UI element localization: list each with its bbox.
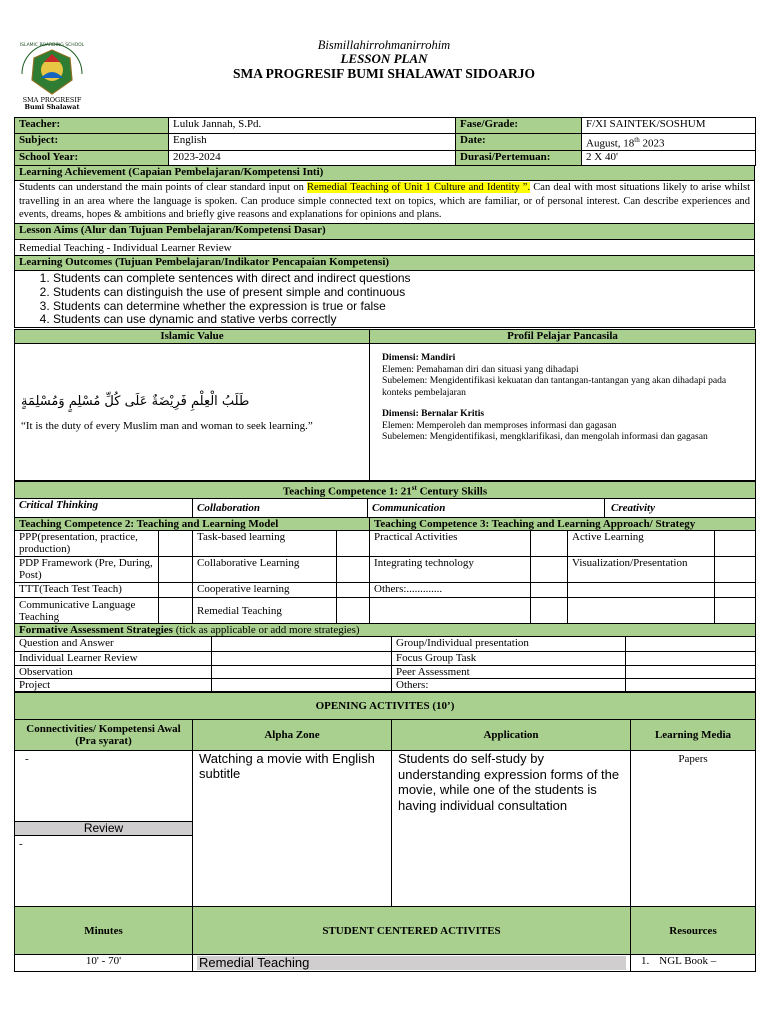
assessment-tick[interactable] xyxy=(212,652,392,666)
assessment-option: Group/Individual presentation xyxy=(392,637,626,652)
model-checkbox[interactable] xyxy=(159,598,193,624)
islamic-value-cell xyxy=(15,344,370,481)
activity-cell xyxy=(193,955,631,972)
model-checkbox[interactable] xyxy=(159,531,193,557)
subject-value: English xyxy=(169,134,456,151)
achievement-text: Students can understand the main points of clear standard input on Remedial Teaching of Unit 1 Culture and Identity ”. Can deal with most situations likely to arise whilst travelling in an area where the language is spoken. Can produce simple connected text on topics, which are familiar, or of personal interest. Can describe experiences and events, dreams, hopes & ambitions and briefly give reasons and explanations for opinions and plans. xyxy=(15,181,755,224)
outcome-item: 1. Students can complete sentences with direct and indirect questions xyxy=(53,272,750,286)
outcome-item: 4. Students can use dynamic and stative verbs correctly xyxy=(53,313,750,327)
assessment-tick[interactable] xyxy=(212,637,392,652)
approach-checkbox[interactable] xyxy=(715,583,756,598)
formative-section xyxy=(14,623,755,692)
model-checkbox[interactable] xyxy=(337,557,370,583)
col-student-activities: STUDENT CENTERED ACTIVITES xyxy=(193,907,631,955)
minutes-value: 10' - 70' xyxy=(15,955,193,972)
col-resources: Resources xyxy=(631,907,756,955)
logo-line1: SMA PROGRESIF xyxy=(22,96,82,104)
assessment-tick[interactable] xyxy=(626,637,756,652)
alpha-zone-text: Watching a movie with English subtitle xyxy=(193,751,392,908)
model-option: Cooperative learning xyxy=(193,583,337,598)
aims-text: Remedial Teaching - Individual Learner Review xyxy=(15,240,755,256)
assessment-option: Individual Learner Review xyxy=(15,652,212,666)
info-table xyxy=(14,117,755,166)
model-option: Remedial Teaching xyxy=(193,598,337,624)
review-label: Review xyxy=(15,821,192,836)
assessment-option: Focus Group Task xyxy=(392,652,626,666)
skill-creativity: Creativity xyxy=(605,498,756,521)
logo-line2: Bumi Shalawat xyxy=(24,103,80,110)
skill-communication: Communication xyxy=(368,498,605,521)
values-section xyxy=(14,329,755,481)
assessment-tick[interactable] xyxy=(626,666,756,679)
assessment-option: Others: xyxy=(392,679,626,692)
assessment-tick[interactable] xyxy=(626,652,756,666)
assessment-tick[interactable] xyxy=(212,679,392,692)
approach-option: Active Learning xyxy=(568,531,715,557)
profil-heading: Profil Pelajar Pancasila xyxy=(370,330,756,344)
competence-2-heading: Teaching Competence 2: Teaching and Learning Model xyxy=(15,518,370,531)
approach-option: Integrating technology xyxy=(370,557,531,583)
profil-cell xyxy=(370,344,756,481)
col-learning-media: Learning Media xyxy=(631,720,756,751)
col-minutes: Minutes xyxy=(15,907,193,955)
approach-checkbox[interactable] xyxy=(531,531,568,557)
assessment-tick[interactable] xyxy=(212,666,392,679)
model-checkbox[interactable] xyxy=(337,598,370,624)
model-option: PPP(presentation, practice, production) xyxy=(15,531,159,557)
outcome-item: 3. Students can determine whether the expression is true or false xyxy=(53,300,750,314)
approach-checkbox[interactable] xyxy=(715,557,756,583)
teacher-value: Luluk Jannah, S.Pd. xyxy=(169,118,456,134)
subject-label: Subject: xyxy=(15,134,169,151)
document-header xyxy=(0,38,768,82)
model-option: PDP Framework (Pre, During, Post) xyxy=(15,557,159,583)
outcomes-list xyxy=(15,271,755,328)
model-checkbox[interactable] xyxy=(159,557,193,583)
competence-1-heading: Teaching Competence 1: 21st Century Skills xyxy=(15,482,756,499)
learning-media-text: Papers xyxy=(631,751,756,908)
islamic-value-heading: Islamic Value xyxy=(15,330,370,344)
dimension-1-elemen: Elemen: Pemahaman diri dan situasi yang dihadapi xyxy=(382,363,579,375)
date-value: August, 18th 2023 xyxy=(582,134,756,151)
outcomes-heading: Learning Outcomes (Tujuan Pembelajaran/Indikator Pencapaian Kompetensi) xyxy=(15,256,755,271)
dimension-1-subelemen: Subelemen: Mengidentifikasi kekuatan dan tantangan-tantangan yang akan dihadapi pada konteks pembelajaran xyxy=(382,375,727,398)
duration-value: 2 X 40' xyxy=(582,150,756,165)
duration-label: Durasi/Pertemuan: xyxy=(456,150,582,165)
competence-3-heading: Teaching Competence 3: Teaching and Learning Approach/ Strategy xyxy=(370,518,756,531)
model-option: TTT(Teach Test Teach) xyxy=(15,583,159,598)
model-checkbox[interactable] xyxy=(337,531,370,557)
date-label: Date: xyxy=(456,134,582,151)
approach-checkbox[interactable] xyxy=(715,598,756,624)
logo-arc-text: ISLAMIC BOARDING SCHOOL xyxy=(19,43,85,48)
assessment-tick[interactable] xyxy=(626,679,756,692)
model-option: Collaborative Learning xyxy=(193,557,337,583)
approach-checkbox[interactable] xyxy=(531,557,568,583)
competence-2-3-section xyxy=(14,517,755,624)
opening-heading: OPENING ACTIVITES (10’) xyxy=(15,693,756,720)
dimension-1-title: Dimensi: Mandiri xyxy=(382,352,456,363)
col-connectivities: Connectivities/ Kompetensi Awal (Pra syarat) xyxy=(15,720,193,751)
resource-text: NGL Book – xyxy=(659,955,717,967)
approach-empty xyxy=(568,583,715,598)
main-activities-section xyxy=(14,906,755,972)
resource-cell xyxy=(631,955,756,972)
approach-option: Visualization/Presentation xyxy=(568,557,715,583)
model-checkbox[interactable] xyxy=(159,583,193,598)
col-alpha-zone: Alpha Zone xyxy=(193,720,392,751)
approach-option: Others:............. xyxy=(370,583,531,598)
approach-empty xyxy=(370,598,531,624)
dimension-2-elemen: Elemen: Memperoleh dan memproses informasi dan gagasan xyxy=(382,419,617,431)
approach-checkbox[interactable] xyxy=(531,598,568,624)
model-option: Task-based learning xyxy=(193,531,337,557)
grade-label: Fase/Grade: xyxy=(456,118,582,134)
achievement-heading: Learning Achievement (Capaian Pembelajaran/Kompetensi Inti) xyxy=(15,166,755,181)
doc-title: LESSON PLAN xyxy=(340,51,428,66)
achievement-section xyxy=(14,165,755,328)
year-label: School Year: xyxy=(15,150,169,165)
model-option: Communicative Language Teaching xyxy=(15,598,159,624)
teacher-label: Teacher: xyxy=(15,118,169,134)
dimension-2-title: Dimensi: Bernalar Kritis xyxy=(382,408,485,419)
year-value: 2023-2024 xyxy=(169,150,456,165)
model-checkbox[interactable] xyxy=(337,583,370,598)
application-text: Students do self-study by understanding expression forms of the movie, while one of the students is having individual consultation xyxy=(392,751,631,908)
skill-critical-thinking: Critical Thinking xyxy=(15,498,193,521)
skill-collaboration: Collaboration xyxy=(193,498,368,521)
assessment-option: Observation xyxy=(15,666,212,679)
grade-value: F/XI SAINTEK/SOSHUM xyxy=(582,118,756,134)
resource-number: 1. xyxy=(641,955,650,967)
col-application: Application xyxy=(392,720,631,751)
competence-1-section xyxy=(14,481,755,522)
approach-checkbox[interactable] xyxy=(531,583,568,598)
formative-heading: Formative Assessment Strategies (tick as applicable or add more strategies) xyxy=(15,624,756,637)
activity-label: Remedial Teaching xyxy=(197,956,626,970)
school-name: SMA PROGRESIF BUMI SHALAWAT SIDOARJO xyxy=(232,66,536,81)
connectivities-value: - xyxy=(25,753,29,765)
dimension-2-subelemen: Subelemen: Mengidentifikasi, mengklarifikasi, dan mengolah informasi dan gagasan xyxy=(382,431,708,442)
assessment-option: Peer Assessment xyxy=(392,666,626,679)
assessment-option: Question and Answer xyxy=(15,637,212,652)
assessment-option: Project xyxy=(15,679,212,692)
approach-empty xyxy=(568,598,715,624)
approach-checkbox[interactable] xyxy=(715,531,756,557)
review-value: - xyxy=(19,838,23,850)
basmalah: Bismillahirrohmanirrohim xyxy=(317,38,451,52)
opening-activities-section xyxy=(14,692,755,908)
connectivities-cell xyxy=(15,751,193,908)
approach-option: Practical Activities xyxy=(370,531,531,557)
arabic-hadith: طَلَبُ الْعِلْمِ فَرِيْضَةٌ عَلَى كُلِّ مُسْلِمٍ وَمُسْلِمَةٍ xyxy=(21,394,250,409)
aims-heading: Lesson Aims (Alur dan Tujuan Pembelajaran/Kompetensi Dasar) xyxy=(15,224,755,240)
outcome-item: 2. Students can distinguish the use of present simple and continuous xyxy=(53,286,750,300)
hadith-translation: “It is the duty of every Muslim man and woman to seek learning.” xyxy=(21,420,313,432)
